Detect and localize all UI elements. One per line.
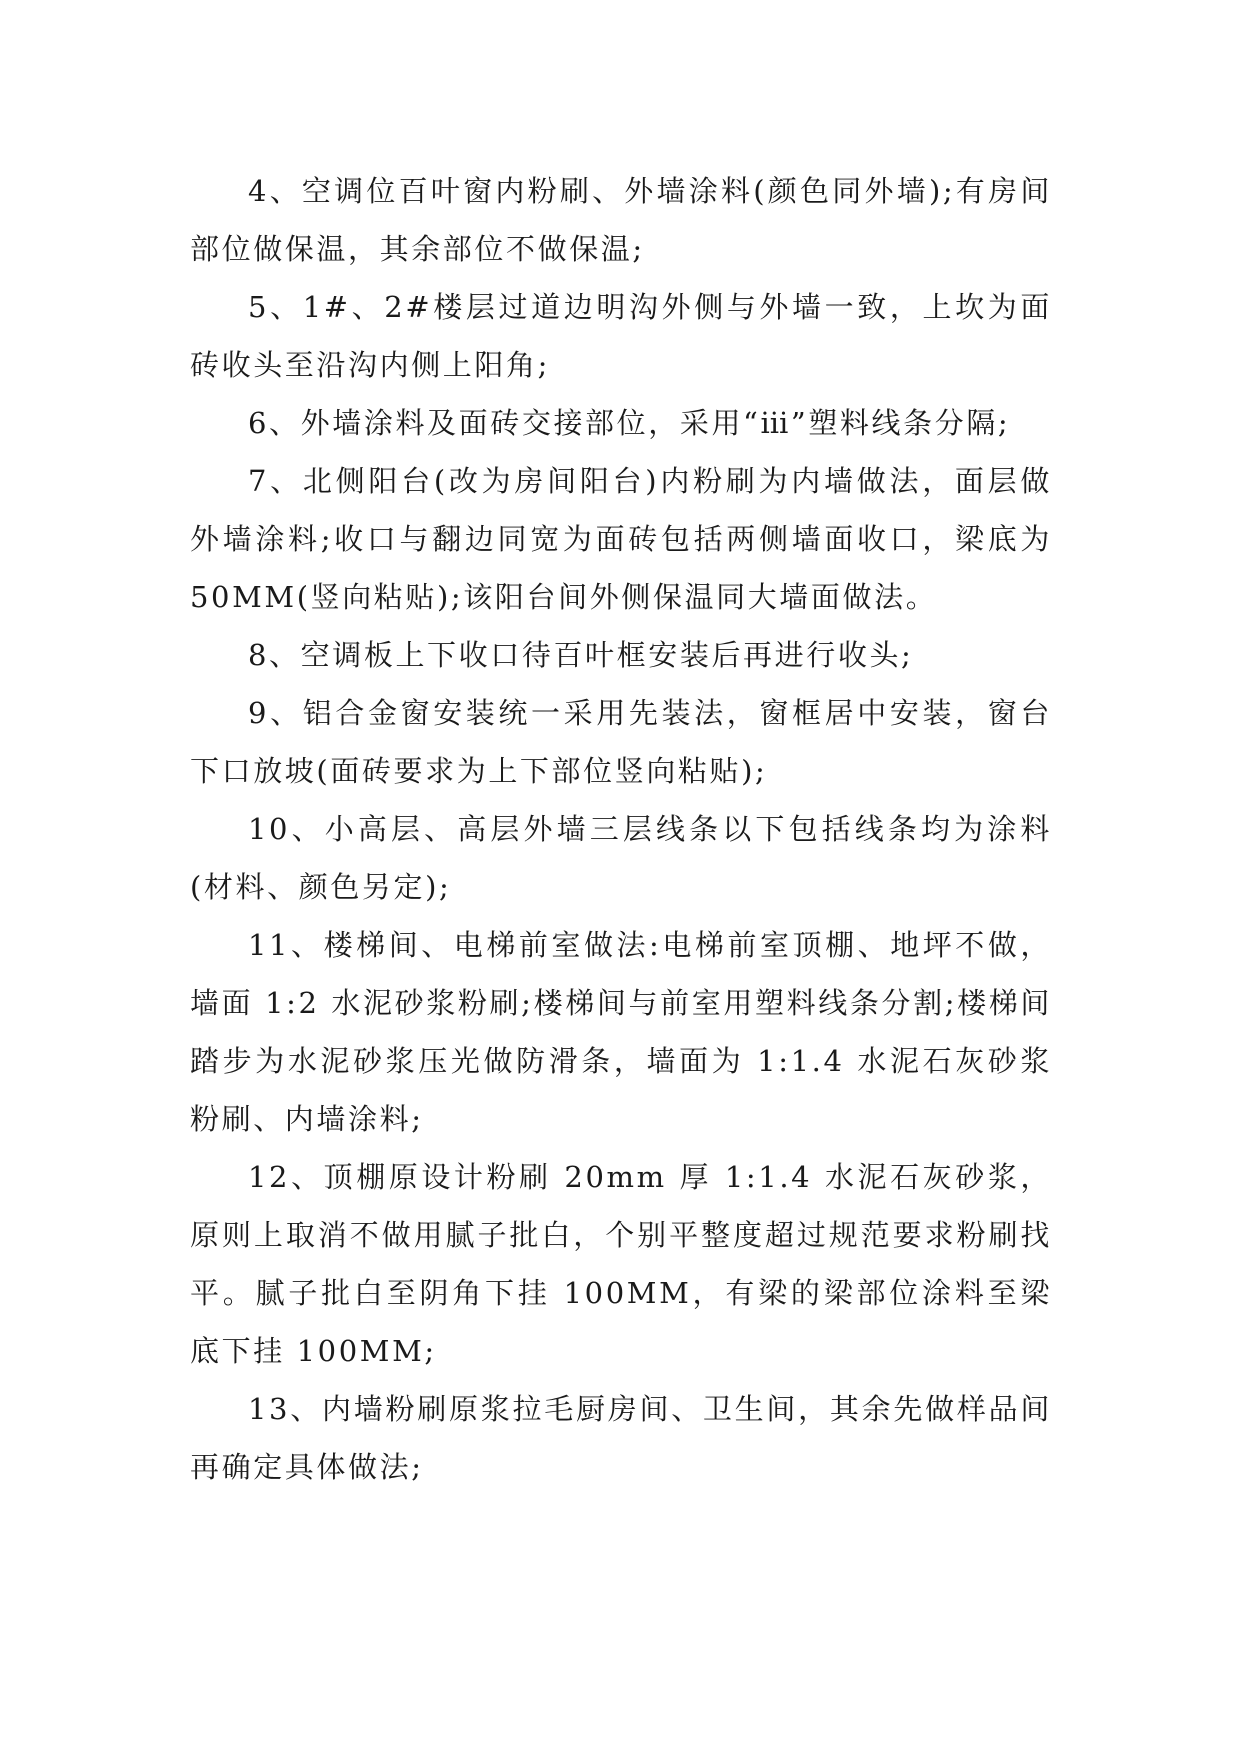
paragraph-item-9: 9、铝合金窗安装统一采用先装法，窗框居中安装，窗台下口放坡(面砖要求为上下部位竖向粘贴); bbox=[190, 696, 1052, 788]
paragraph-item-8: 8、空调板上下收口待百叶框安装后再进行收头; bbox=[248, 638, 914, 672]
paragraph-item-13: 13、内墙粉刷原浆拉毛厨房间、卫生间，其余先做样品间再确定具体做法; bbox=[190, 1392, 1052, 1484]
paragraph-item-6: 6、外墙涂料及面砖交接部位，采用“ⅲ”塑料线条分隔; bbox=[248, 406, 1011, 440]
document-body bbox=[190, 162, 1052, 1496]
paragraph-item-7: 7、北侧阳台(改为房间阳台)内粉刷为内墙做法，面层做外墙涂料;收口与翻边同宽为面砖包括两侧墙面收口，梁底为 50MM(竖向粘贴);该阳台间外侧保温同大墙面做法。 bbox=[190, 464, 1052, 614]
paragraph-item-11: 11、楼梯间、电梯前室做法:电梯前室顶棚、地坪不做，墙面 1:2 水泥砂浆粉刷;楼梯间与前室用塑料线条分割;楼梯间踏步为水泥砂浆压光做防滑条，墙面为 1:1.4 水泥石灰砂浆粉刷、内墙涂料; bbox=[190, 928, 1052, 1136]
paragraph-item-5: 5、1#、2#楼层过道边明沟外侧与外墙一致，上坎为面砖收头至沿沟内侧上阳角; bbox=[190, 290, 1052, 382]
paragraph-item-12: 12、顶棚原设计粉刷 20mm 厚 1:1.4 水泥石灰砂浆，原则上取消不做用腻子批白，个别平整度超过规范要求粉刷找平。腻子批白至阴角下挂 100MM，有梁的梁部位涂料至梁底下挂 100MM; bbox=[190, 1160, 1052, 1368]
paragraph-item-10: 10、小高层、高层外墙三层线条以下包括线条均为涂料(材料、颜色另定); bbox=[190, 812, 1052, 904]
paragraph-item-4: 4、空调位百叶窗内粉刷、外墙涂料(颜色同外墙);有房间部位做保温，其余部位不做保温; bbox=[190, 174, 1052, 266]
